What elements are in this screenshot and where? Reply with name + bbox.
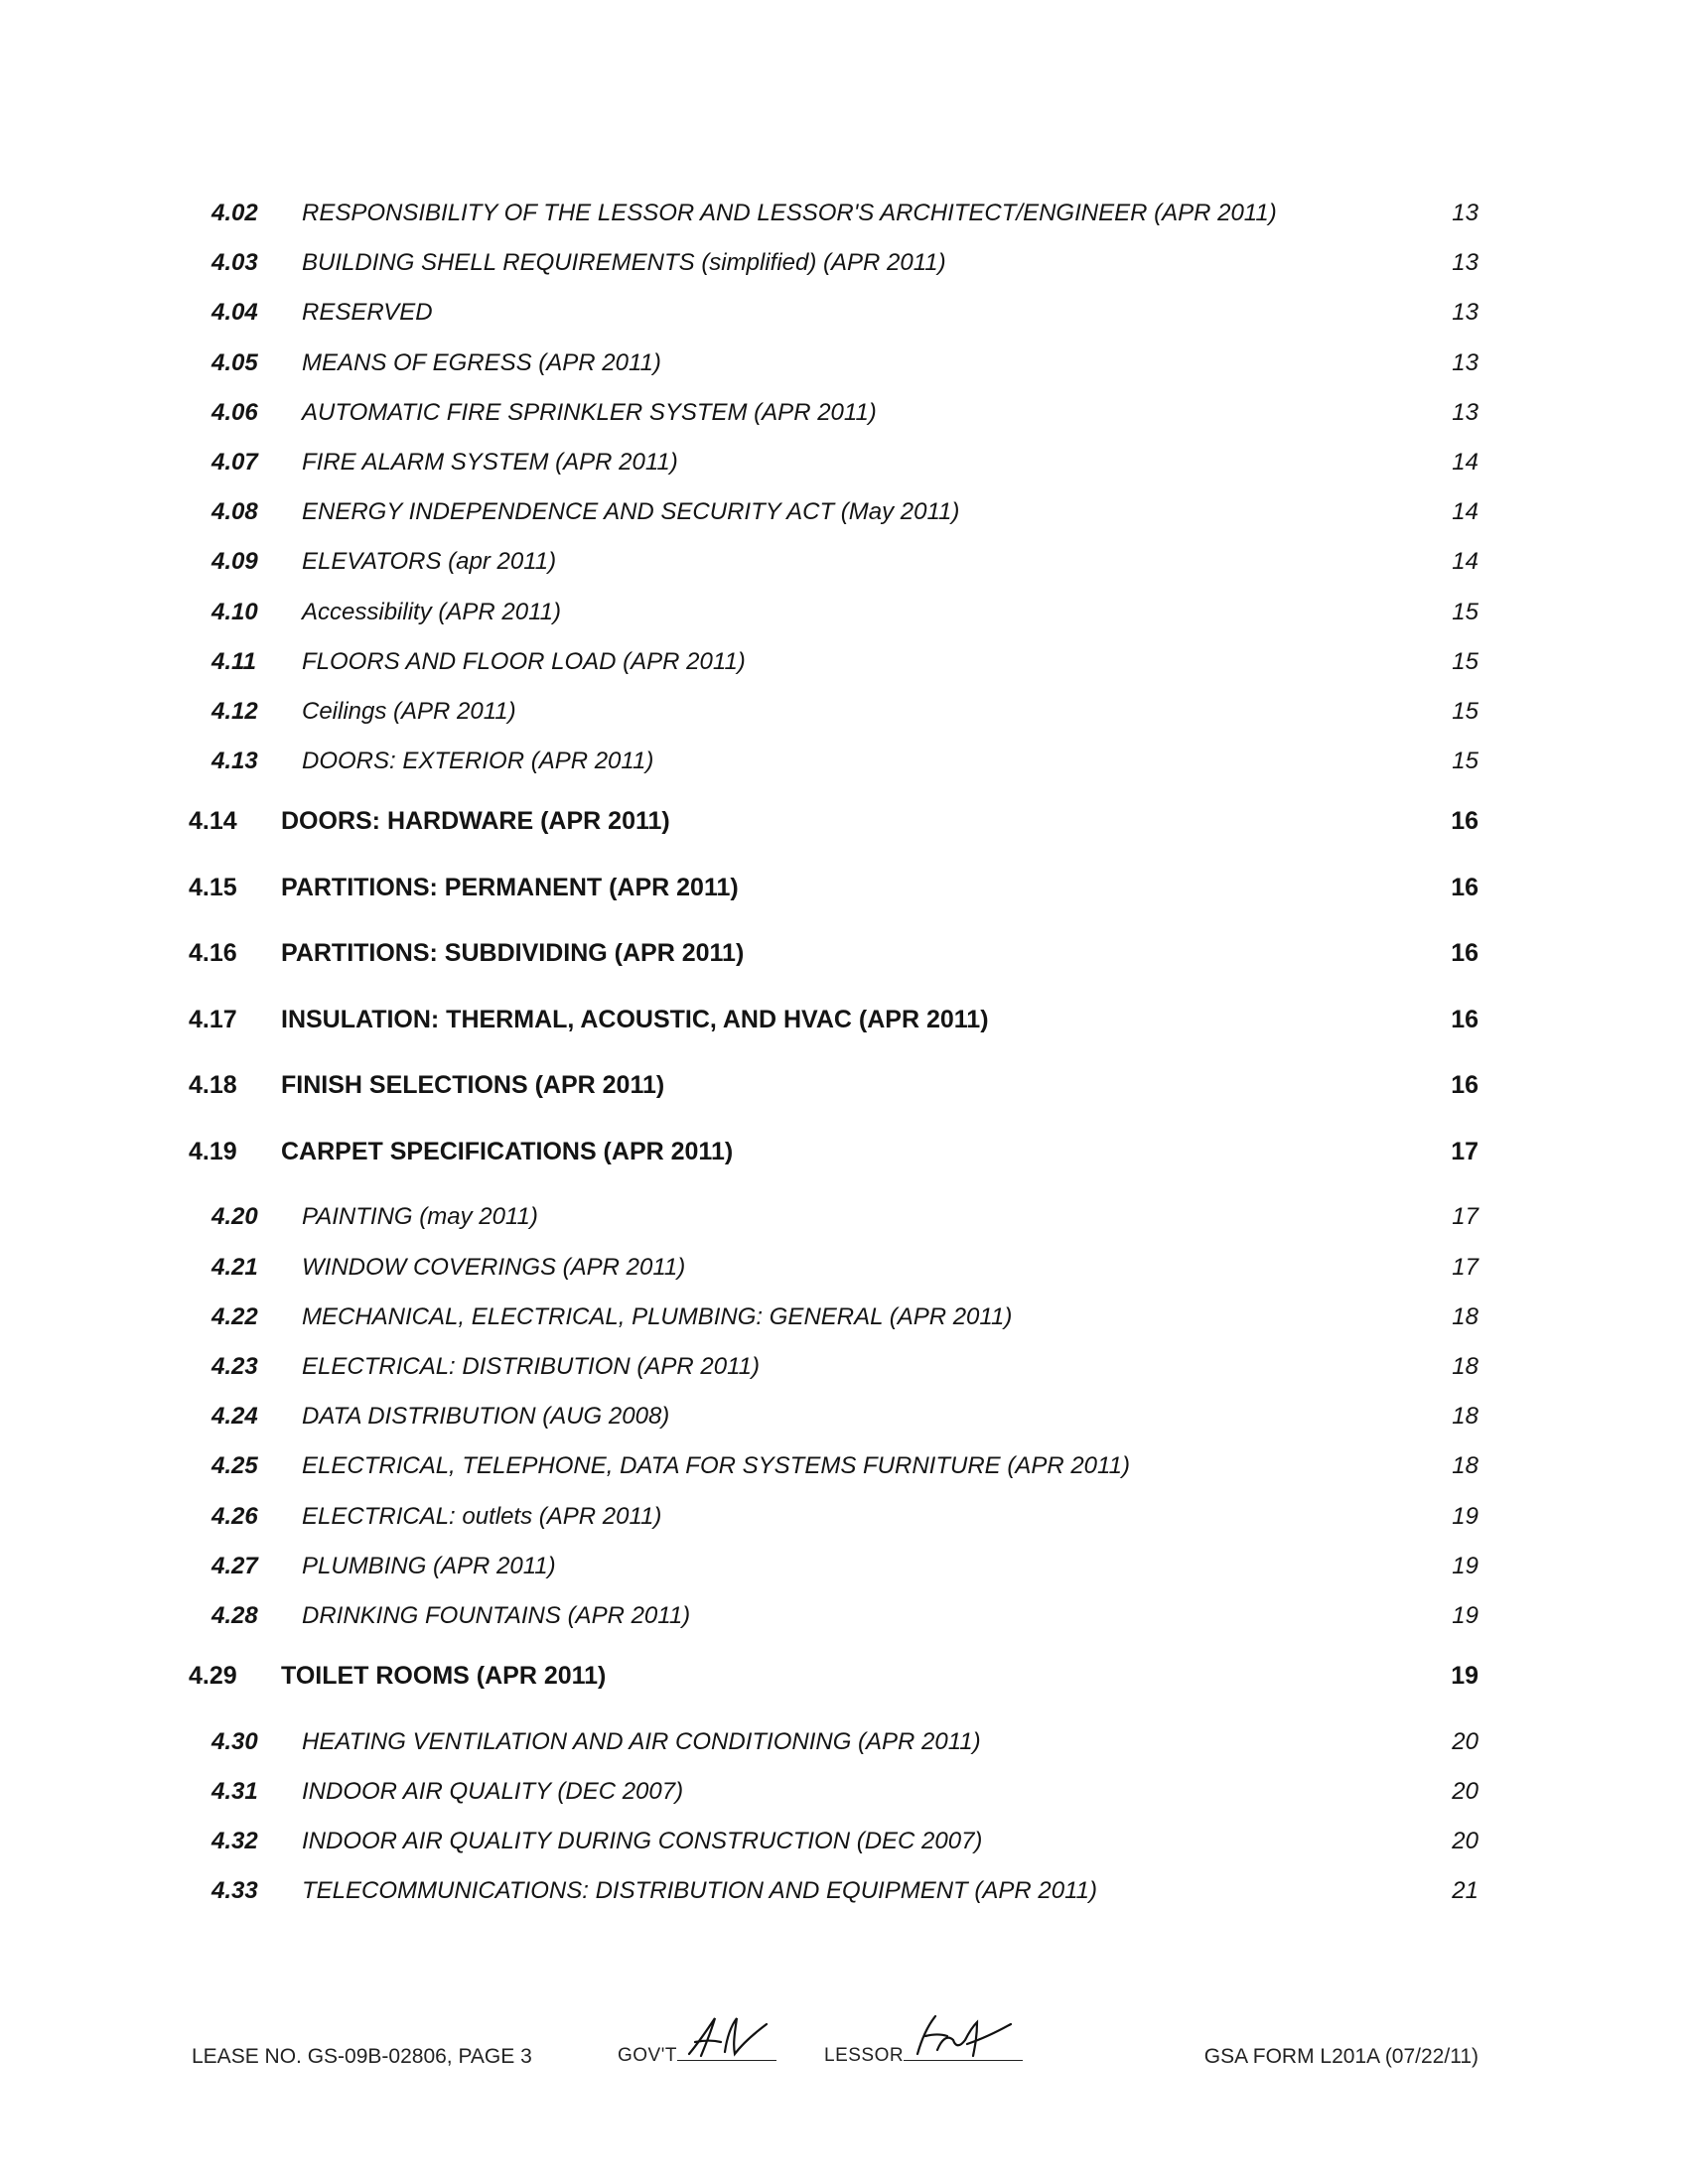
toc-entry-number: 4.25 bbox=[211, 1452, 258, 1480]
toc-entry-number: 4.26 bbox=[211, 1502, 258, 1530]
toc-entry bbox=[0, 1871, 1688, 1911]
toc-entry bbox=[0, 443, 1688, 482]
toc-entry-page: 19 bbox=[1452, 1602, 1478, 1629]
toc-entry bbox=[0, 742, 1688, 781]
toc-entry bbox=[0, 194, 1688, 233]
toc-entry bbox=[0, 1132, 1688, 1171]
toc-entry bbox=[0, 293, 1688, 333]
toc-entry-number: 4.31 bbox=[211, 1777, 258, 1805]
toc-entry-number: 4.14 bbox=[189, 807, 237, 836]
govt-signature-icon bbox=[681, 2012, 771, 2062]
toc-entry-page: 17 bbox=[1452, 1203, 1478, 1231]
toc-entry-number: 4.12 bbox=[211, 698, 258, 725]
toc-entry-page: 19 bbox=[1452, 1552, 1478, 1579]
page-footer bbox=[0, 2015, 1688, 2095]
toc-entry-number: 4.33 bbox=[211, 1877, 258, 1905]
toc-entry-title: INDOOR AIR QUALITY (DEC 2007) bbox=[302, 1777, 684, 1805]
govt-signature-line bbox=[677, 2059, 776, 2061]
lease-number: LEASE NO. GS-09B-02806, PAGE 3 bbox=[192, 2045, 532, 2068]
toc-entry-page: 20 bbox=[1452, 1727, 1478, 1755]
toc-entry bbox=[0, 1596, 1688, 1636]
toc-entry-number: 4.13 bbox=[211, 748, 258, 775]
toc-entry-number: 4.27 bbox=[211, 1552, 258, 1579]
toc-entry-number: 4.23 bbox=[211, 1353, 258, 1380]
toc-entry bbox=[0, 542, 1688, 582]
toc-entry-page: 16 bbox=[1451, 873, 1478, 901]
toc-entry bbox=[0, 1656, 1688, 1696]
toc-entry-title: ENERGY INDEPENDENCE AND SECURITY ACT (May 2011) bbox=[302, 498, 960, 526]
toc-entry-title: PARTITIONS: PERMANENT (APR 2011) bbox=[281, 873, 739, 901]
toc-entry-title: Ceilings (APR 2011) bbox=[302, 698, 516, 725]
toc-entry bbox=[0, 1347, 1688, 1387]
toc-entry-number: 4.21 bbox=[211, 1253, 258, 1281]
toc-entry bbox=[0, 593, 1688, 632]
toc-entry-number: 4.05 bbox=[211, 348, 258, 376]
govt-label: GOV'T bbox=[618, 2045, 677, 2066]
toc-entry-title: MECHANICAL, ELECTRICAL, PLUMBING: GENERAL (APR 2011) bbox=[302, 1302, 1013, 1330]
toc-entry-page: 13 bbox=[1452, 299, 1478, 327]
toc-entry-title: ELECTRICAL, TELEPHONE, DATA FOR SYSTEMS FURNITURE (APR 2011) bbox=[302, 1452, 1130, 1480]
toc-entry-title: TELECOMMUNICATIONS: DISTRIBUTION AND EQUIPMENT (APR 2011) bbox=[302, 1877, 1097, 1905]
toc-entry-number: 4.32 bbox=[211, 1828, 258, 1855]
toc-entry bbox=[0, 1772, 1688, 1812]
toc-entry-page: 19 bbox=[1452, 1502, 1478, 1530]
toc-entry-title: FLOORS AND FLOOR LOAD (APR 2011) bbox=[302, 647, 746, 675]
toc-entry-title: ELECTRICAL: outlets (APR 2011) bbox=[302, 1502, 662, 1530]
toc-entry-page: 14 bbox=[1452, 498, 1478, 526]
toc-entry-page: 15 bbox=[1452, 598, 1478, 625]
toc-entry-title: WINDOW COVERINGS (APR 2011) bbox=[302, 1253, 686, 1281]
toc-entry-title: RESPONSIBILITY OF THE LESSOR AND LESSOR'S ARCHITECT/ENGINEER (APR 2011) bbox=[302, 200, 1277, 226]
toc-entry-title: INDOOR AIR QUALITY DURING CONSTRUCTION (DEC 2007) bbox=[302, 1828, 983, 1855]
toc-entry bbox=[0, 243, 1688, 283]
toc-entry bbox=[0, 692, 1688, 732]
toc-entry-page: 15 bbox=[1452, 647, 1478, 675]
lessor-initials-field bbox=[824, 2045, 1023, 2067]
toc-entry-page: 16 bbox=[1451, 1071, 1478, 1100]
toc-entry-page: 14 bbox=[1452, 449, 1478, 476]
toc-entry bbox=[0, 492, 1688, 532]
toc-entry bbox=[0, 1065, 1688, 1105]
toc-entry-title: DOORS: EXTERIOR (APR 2011) bbox=[302, 748, 654, 775]
toc-entry bbox=[0, 1497, 1688, 1537]
toc-entry bbox=[0, 642, 1688, 682]
toc-entry-page: 15 bbox=[1452, 748, 1478, 775]
lessor-signature-icon bbox=[908, 2010, 1017, 2062]
toc-entry-number: 4.10 bbox=[211, 598, 258, 625]
toc-entry bbox=[0, 1248, 1688, 1288]
toc-entry-title: INSULATION: THERMAL, ACOUSTIC, AND HVAC (APR 2011) bbox=[281, 1005, 989, 1033]
toc-entry-number: 4.24 bbox=[211, 1403, 258, 1431]
toc-entry-title: Accessibility (APR 2011) bbox=[302, 598, 561, 625]
toc-entry-title: DATA DISTRIBUTION (AUG 2008) bbox=[302, 1403, 670, 1431]
toc-entry bbox=[0, 1397, 1688, 1436]
toc-entry-title: DOORS: HARDWARE (APR 2011) bbox=[281, 807, 670, 836]
toc-entry-title: AUTOMATIC FIRE SPRINKLER SYSTEM (APR 2011) bbox=[302, 398, 877, 426]
toc-entry bbox=[0, 1822, 1688, 1861]
toc-entry-title: HEATING VENTILATION AND AIR CONDITIONING (APR 2011) bbox=[302, 1727, 981, 1755]
toc-entry-number: 4.18 bbox=[189, 1071, 237, 1100]
toc-entry-title: BUILDING SHELL REQUIREMENTS (simplified) (APR 2011) bbox=[302, 249, 946, 277]
toc-entry bbox=[0, 1547, 1688, 1586]
toc-entry-number: 4.02 bbox=[211, 200, 258, 226]
toc-entry-title: TOILET ROOMS (APR 2011) bbox=[281, 1662, 607, 1691]
toc-entry-title: ELECTRICAL: DISTRIBUTION (APR 2011) bbox=[302, 1353, 760, 1380]
toc-entry-page: 18 bbox=[1452, 1302, 1478, 1330]
toc-entry-number: 4.07 bbox=[211, 449, 258, 476]
toc-entry-page: 18 bbox=[1452, 1403, 1478, 1431]
toc-entry-title: FINISH SELECTIONS (APR 2011) bbox=[281, 1071, 665, 1100]
toc-entry-title: PARTITIONS: SUBDIVIDING (APR 2011) bbox=[281, 939, 745, 968]
toc-entry-number: 4.22 bbox=[211, 1302, 258, 1330]
lessor-signature-line bbox=[904, 2059, 1023, 2061]
toc-entry-number: 4.16 bbox=[189, 939, 237, 968]
toc-entry-title: PAINTING (may 2011) bbox=[302, 1203, 538, 1231]
toc-entry bbox=[0, 1722, 1688, 1762]
toc-entry-page: 15 bbox=[1452, 698, 1478, 725]
govt-initials-field bbox=[618, 2045, 776, 2067]
toc-entry-number: 4.19 bbox=[189, 1137, 237, 1165]
toc-entry-number: 4.11 bbox=[211, 647, 256, 675]
toc-entry-number: 4.03 bbox=[211, 249, 258, 277]
toc-entry-title: DRINKING FOUNTAINS (APR 2011) bbox=[302, 1602, 691, 1629]
toc-entry-number: 4.15 bbox=[189, 873, 237, 901]
toc-entry-page: 16 bbox=[1451, 1005, 1478, 1033]
toc-entry-page: 19 bbox=[1451, 1662, 1478, 1691]
toc-entry-number: 4.17 bbox=[189, 1005, 237, 1033]
toc-entry-page: 18 bbox=[1452, 1353, 1478, 1380]
toc-entry-page: 13 bbox=[1452, 398, 1478, 426]
toc-entry-number: 4.08 bbox=[211, 498, 258, 526]
toc-entry-title: RESERVED bbox=[302, 299, 433, 327]
toc-entry bbox=[0, 1000, 1688, 1039]
toc-entry-page: 16 bbox=[1451, 939, 1478, 968]
toc-entry bbox=[0, 933, 1688, 973]
toc-entry-number: 4.30 bbox=[211, 1727, 258, 1755]
toc-entry bbox=[0, 1446, 1688, 1486]
toc-entry-page: 13 bbox=[1452, 249, 1478, 277]
toc-entry-number: 4.09 bbox=[211, 548, 258, 576]
toc-entry-title: CARPET SPECIFICATIONS (APR 2011) bbox=[281, 1137, 734, 1165]
toc-entry-page: 17 bbox=[1452, 1253, 1478, 1281]
toc-entry-number: 4.20 bbox=[211, 1203, 258, 1231]
toc-entry bbox=[0, 1297, 1688, 1337]
toc-entry-page: 20 bbox=[1452, 1828, 1478, 1855]
toc-entry-page: 13 bbox=[1452, 348, 1478, 376]
toc-entry-page: 13 bbox=[1452, 200, 1478, 226]
lessor-label: LESSOR bbox=[824, 2045, 905, 2066]
toc-entry-page: 16 bbox=[1451, 807, 1478, 836]
toc-entry-title: FIRE ALARM SYSTEM (APR 2011) bbox=[302, 449, 678, 476]
toc-entry-number: 4.06 bbox=[211, 398, 258, 426]
toc-entry bbox=[0, 1197, 1688, 1237]
toc-entry-title: PLUMBING (APR 2011) bbox=[302, 1552, 556, 1579]
toc-entry bbox=[0, 343, 1688, 383]
toc-entry-page: 14 bbox=[1452, 548, 1478, 576]
toc-entry-page: 20 bbox=[1452, 1777, 1478, 1805]
toc-entry-page: 21 bbox=[1452, 1877, 1478, 1905]
toc-entry bbox=[0, 868, 1688, 907]
toc-entry-page: 17 bbox=[1451, 1137, 1478, 1165]
toc-entry-title: MEANS OF EGRESS (APR 2011) bbox=[302, 348, 661, 376]
toc-entry-title: ELEVATORS (apr 2011) bbox=[302, 548, 557, 576]
toc-entry-number: 4.28 bbox=[211, 1602, 258, 1629]
toc-entry-number: 4.29 bbox=[189, 1662, 237, 1691]
toc-entry-page: 18 bbox=[1452, 1452, 1478, 1480]
form-number: GSA FORM L201A (07/22/11) bbox=[1203, 2045, 1478, 2068]
toc-entry bbox=[0, 393, 1688, 433]
toc-entry bbox=[0, 801, 1688, 841]
toc-entry-number: 4.04 bbox=[211, 299, 258, 327]
